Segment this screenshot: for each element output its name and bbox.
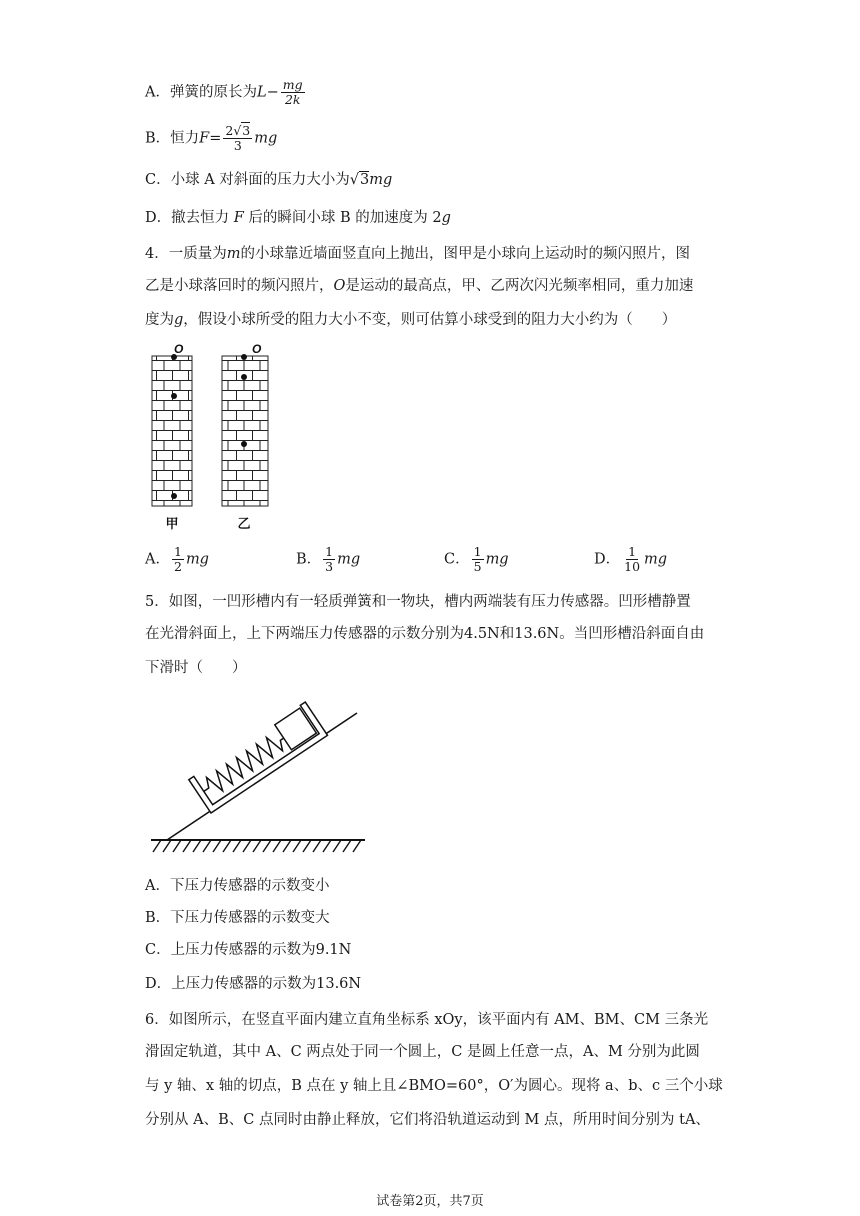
q5-option-b: B．下压力传感器的示数变大 [145, 910, 330, 926]
ball-jia-2 [171, 393, 177, 399]
label-jia: 甲 [165, 517, 179, 532]
q6-stem-line-1: 6．如图所示，在竖直平面内建立直角坐标系 xOy，该平面内有 AM、BM、CM 三条光 [145, 1012, 709, 1028]
q4-option-b: B． $\frac{1}{3}$ mg [296, 544, 361, 574]
ball-jia-3 [171, 493, 177, 499]
incline-groove-figure [145, 695, 375, 860]
label-yi: 乙 [237, 517, 251, 532]
q6-stem-line-2: 滑固定轨道，其中 A、C 两点处于同一个圆上，C 是圆上任意一点，A、M 分别为此圆 [145, 1044, 700, 1060]
q3-option-a: A．弹簧的原长为L− $\frac{mg}{2k}$ [145, 77, 303, 107]
q4-option-c: C． $\frac{1}{5}$ mg [444, 544, 509, 574]
wall-jia [152, 356, 192, 506]
ball-yi-3 [241, 441, 247, 447]
q4-option-a: A． $\frac{1}{2}$ mg [145, 544, 209, 574]
page-footer: 试卷第2页，共7页 [376, 1194, 484, 1209]
q5-option-c: C．上压力传感器的示数为9.1N [145, 942, 352, 958]
q4-stem-line-3: 度为g，假设小球所受的阻力大小不变，则可估算小球受到的阻力大小约为（ ） [145, 312, 677, 328]
q4-stem-line-2: 乙是小球落回时的频闪照片，O是运动的最高点，甲、乙两次闪光频率相同，重力加速 [145, 278, 694, 294]
label-o-jia: O [174, 342, 184, 356]
q6-stem-line-4: 分别从 A、B、C 点同时由静止释放，它们将沿轨道运动到 M 点，所用时间分别为 tA、 [145, 1112, 710, 1128]
label-o-yi: O [252, 342, 262, 356]
q5-stem-line-1: 5．如图，一凹形槽内有一轻质弹簧和一物块，槽内两端装有压力传感器。凹形槽静置 [145, 594, 691, 610]
groove [189, 702, 328, 813]
q5-stem-line-3: 下滑时（ ） [145, 660, 247, 676]
q3-option-c: C．小球 A 对斜面的压力大小为√3mg [145, 172, 393, 188]
q5-stem-line-2: 在光滑斜面上，上下两端压力传感器的示数分别为4.5N和13.6N。当凹形槽沿斜面自由 [145, 626, 705, 642]
q6-stem-line-3: 与 y 轴、x 轴的切点，B 点在 y 轴上且∠BMO=60°，O′为圆心。现将 a、b、c 三个小球 [145, 1078, 723, 1094]
ball-yi-1 [241, 354, 247, 360]
ground-hatching [153, 840, 361, 852]
q5-option-a: A．下压力传感器的示数变小 [145, 878, 330, 894]
ball-yi-2 [241, 374, 247, 380]
strobe-photo-figure [140, 340, 290, 535]
q3-option-d: D．撤去恒力 F 后的瞬间小球 B 的加速度为 2g [145, 210, 451, 226]
q4-option-d: D． $\frac{1}{10}$ mg [594, 544, 668, 574]
q5-option-d: D．上压力传感器的示数为13.6N [145, 976, 362, 992]
q4-stem-line-1: 4．一质量为m的小球靠近墙面竖直向上抛出，图甲是小球向上运动时的频闪照片，图 [145, 246, 690, 262]
q3-option-b: B．恒力F= $\frac{2√3}{3}$ mg [145, 123, 278, 153]
